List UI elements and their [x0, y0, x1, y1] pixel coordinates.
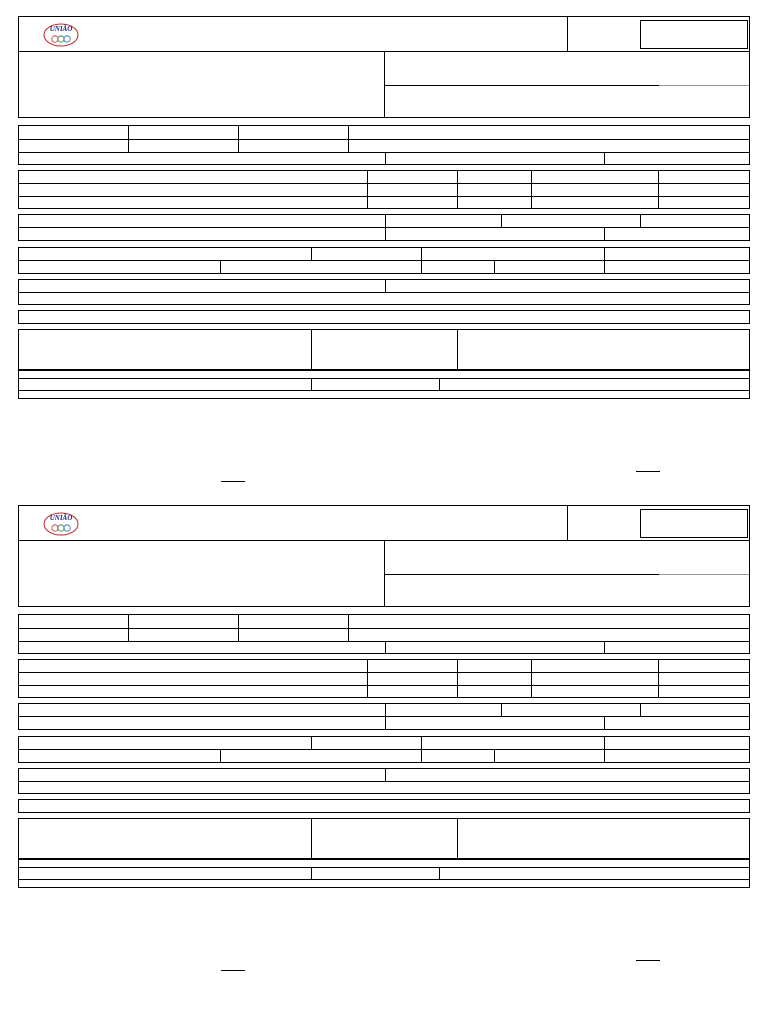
row-line: [19, 227, 749, 228]
cell-line: [604, 227, 605, 240]
row-line: [19, 749, 749, 750]
cell-line: [385, 769, 386, 781]
uniao-logo: [43, 23, 79, 47]
cell-line: [494, 749, 495, 762]
cell-line: [311, 378, 312, 390]
info-block: [384, 540, 750, 607]
address-block: [18, 540, 385, 607]
row-line: [19, 641, 749, 642]
cell-line: [457, 330, 458, 370]
cell-line: [658, 660, 659, 697]
row-line: [19, 685, 749, 686]
cell-line: [367, 660, 368, 697]
field-group-d: [18, 247, 750, 274]
cell-line: [128, 126, 129, 152]
cell-line: [311, 330, 312, 370]
cell-line: [220, 749, 221, 762]
row-line: [19, 858, 749, 860]
row-line: [19, 183, 749, 184]
cell-line: [311, 737, 312, 749]
uniao-logo: [43, 512, 79, 536]
cell-line: [421, 737, 422, 762]
row-line: [19, 672, 749, 673]
cell-line: [658, 171, 659, 208]
field-group-e: [18, 768, 750, 794]
cell-line: [439, 378, 440, 390]
cell-line: [494, 260, 495, 273]
cell-line: [238, 126, 239, 152]
field-group-c: [18, 214, 750, 241]
field-group-a: [18, 125, 750, 165]
info-block-line-2: [659, 85, 749, 86]
cell-line: [457, 171, 458, 208]
field-group-bottom: [18, 818, 750, 888]
cell-line: [311, 248, 312, 260]
row-line: [19, 196, 749, 197]
address-block: [18, 51, 385, 118]
row-line: [19, 390, 749, 391]
cell-line: [640, 215, 641, 227]
cell-line: [311, 819, 312, 859]
cell-line: [501, 704, 502, 716]
cell-line: [501, 215, 502, 227]
form-number-box: [640, 509, 748, 538]
cell-line: [220, 260, 221, 273]
cell-line: [385, 280, 386, 292]
field-group-bottom: [18, 329, 750, 399]
cell-line: [457, 819, 458, 859]
header-divider: [567, 506, 568, 540]
logo-text: UNIÃO: [49, 25, 73, 33]
info-block-line: [385, 85, 659, 86]
form-header: [18, 505, 750, 541]
cell-line: [385, 215, 386, 240]
form-number-box: [640, 20, 748, 49]
field-group-b: [18, 659, 750, 698]
cell-line: [640, 704, 641, 716]
field-row-single: [18, 799, 750, 813]
field-group-d: [18, 736, 750, 763]
cell-line: [367, 171, 368, 208]
info-block-line: [385, 574, 659, 575]
row-line: [19, 716, 749, 717]
cell-line: [385, 641, 386, 653]
signature-mark-left: [221, 970, 245, 971]
cell-line: [604, 152, 605, 164]
row-line: [19, 781, 749, 782]
row-line: [19, 867, 749, 868]
row-line: [19, 378, 749, 379]
row-line: [19, 292, 749, 293]
cell-line: [531, 660, 532, 697]
cell-line: [238, 615, 239, 641]
cell-line: [604, 248, 605, 273]
signature-mark-right: [636, 960, 660, 961]
field-group-c: [18, 703, 750, 730]
field-group-b: [18, 170, 750, 209]
field-row-single: [18, 310, 750, 324]
cell-line: [604, 737, 605, 762]
field-group-a: [18, 614, 750, 654]
signature-mark-left: [221, 481, 245, 482]
cell-line: [311, 867, 312, 879]
cell-line: [421, 248, 422, 273]
header-divider: [567, 17, 568, 51]
info-block: [384, 51, 750, 118]
cell-line: [348, 126, 349, 152]
form-copy-1: [0, 0, 768, 490]
cell-line: [128, 615, 129, 641]
cell-line: [604, 716, 605, 729]
form-copy-2: [0, 489, 768, 979]
cell-line: [457, 660, 458, 697]
cell-line: [439, 867, 440, 879]
cell-line: [604, 641, 605, 653]
form-header: [18, 16, 750, 52]
cell-line: [531, 171, 532, 208]
field-group-e: [18, 279, 750, 305]
cell-line: [385, 152, 386, 164]
info-block-line-2: [659, 574, 749, 575]
logo-text: UNIÃO: [49, 514, 73, 522]
row-line: [19, 879, 749, 880]
row-line: [19, 260, 749, 261]
cell-line: [348, 615, 349, 641]
signature-mark-right: [636, 471, 660, 472]
cell-line: [385, 704, 386, 729]
row-line: [19, 369, 749, 371]
row-line: [19, 152, 749, 153]
